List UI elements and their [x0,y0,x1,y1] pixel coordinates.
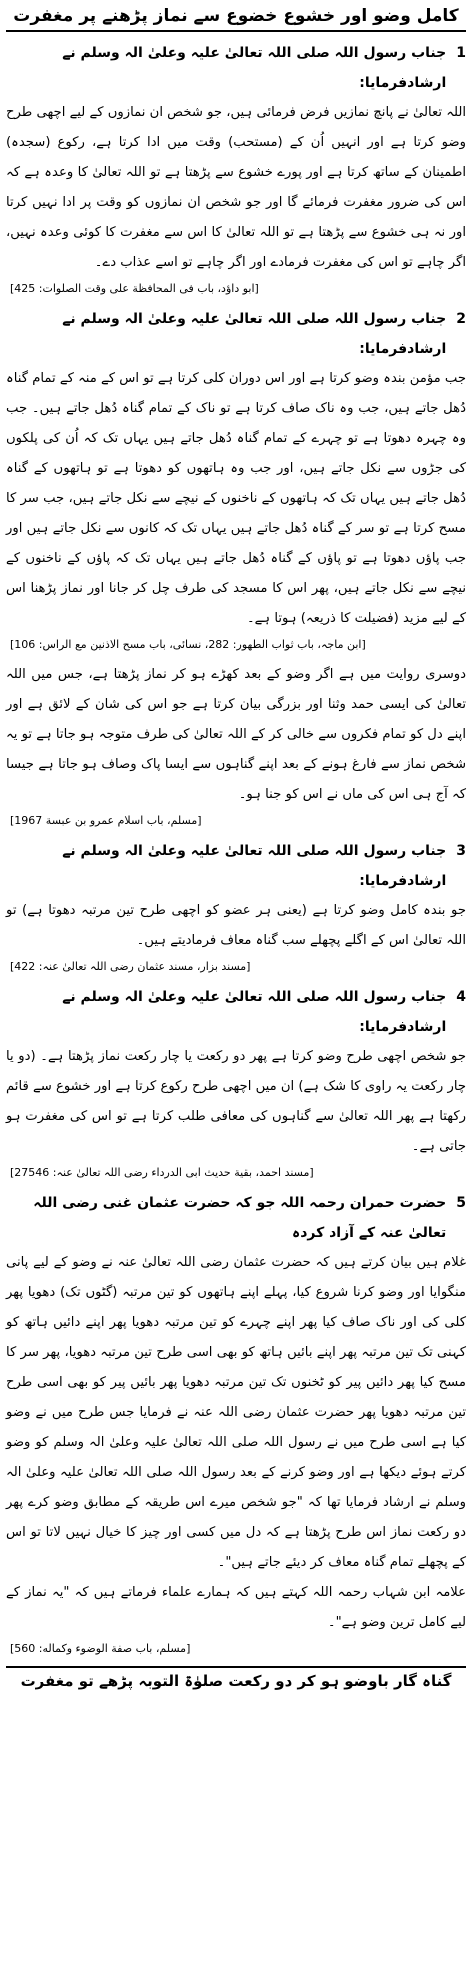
hadith-paragraph: جو بندہ کامل وضو کرتا ہے (یعنی ہر عضو کو اچھی طرح تین مرتبہ دھوتا ہے) تو اللہ تعالیٰ اس کے اگلے پچھلے سب گناہ معاف فرمادیتے ہیں۔ [6,903,466,948]
hadith-heading-text: حضرت حمران رحمہ اللہ جو کہ حضرت عثمان غنی رضی اللہ تعالیٰ عنہ کے آزاد کردہ [33,1195,447,1241]
hadith-reference: [مسند بزار، مسند عثمان رضی اللہ تعالیٰ عنہ: 422] [10,960,251,973]
hadith-number: 1 [456,45,466,61]
hadith-1 [6,38,466,300]
hadith-paragraph: جو شخص اچھی طرح وضو کرتا ہے پھر دو رکعت یا چار رکعت نماز پڑھتا ہے۔ (دو یا چار رکعت یہ راوی کا شک ہے) ان میں اچھی طرح رکوع کرتا ہے اور خشوع سے قائم رکھتا ہے پھر اللہ تعالیٰ سے گناہوں کی معافی طلب کرتا ہے تو اس کی مغفرت ہو جاتی ہے۔ [6,1049,466,1154]
hadith-heading [6,1188,466,1248]
hadith-number: 5 [456,1195,466,1211]
hadith-heading [6,982,466,1042]
hadith-4 [6,982,466,1184]
hadith-heading-text: جناب رسول اللہ صلی اللہ تعالیٰ علیہ وعلیٰ الہ وسلم نے ارشادفرمایا: [62,989,447,1035]
hadith-number: 4 [456,989,466,1005]
hadith-paragraph: علامہ ابن شہاب رحمہ اللہ کہتے ہیں کہ ہمارے علماء فرماتے ہیں کہ "یہ نماز کے لیے کامل ترین وضو ہے"۔ [6,1585,466,1630]
hadith-3 [6,836,466,978]
hadith-heading [6,38,466,98]
hadith-reference: [مسلم، باب اسلام عمرو بن عبسة 1967] [10,814,202,827]
hadith-reference: [مسلم، باب صفة الوضوء وكماله: 560] [10,1642,191,1655]
hadith-reference: [ابن ماجہ، باب ثواب الطهور: 282، نسائی، باب مسح الاذنین مع الراس: 106] [10,638,366,651]
hadith-heading [6,836,466,896]
hadith-paragraph: غلام ہیں بیان کرتے ہیں کہ حضرت عثمان رضی اللہ تعالیٰ عنہ نے وضو کے لیے پانی منگوایا اور وضو کرنا شروع کیا، پہلے اپنے ہاتھوں کو تین مرتبہ (گٹوں تک) دھویا پھر کلی کی اور ناک صاف کیا پھر اپنے چہرے کو تین مرتبہ دھویا پھر اپنے دائیں ہاتھ کو کہنی تک تین مرتبہ پھر اپنے بائیں ہاتھ کو بھی اسی طرح تین مرتبہ دھویا، پھر سر کا مسح کیا پھر دائیں پیر کو ٹخنوں تک تین مرتبہ دھویا پھر بائیں پیر کو بھی اسی طرح تین مرتبہ دھویا پھر حضرت عثمان رضی اللہ عنہ نے فرمایا جس طرح میں نے وضو کیا ہے اسی طرح میں نے رسول اللہ صلی اللہ تعالیٰ علیہ وعلیٰ الہ وسلم کو وضو کرتے ہوئے دیکھا ہے اور وضو کرنے کے بعد رسول اللہ صلی اللہ تعالیٰ علیہ وعلیٰ الہ وسلم نے ارشاد فرمایا تھا کہ "جو شخص میرے اس طریقہ کے مطابق وضو کرے پھر دو رکعت نماز اس طرح پڑھتا ہے کہ دل میں کسی اور چیز کا خیال نہیں لاتا تو اس کے پچھلے تمام گناہ معاف کر دیئے جاتے ہیں"۔ [6,1255,466,1570]
hadith-reference: [ابو داؤد، باب فی المحافظة علی وقت الصلوات: 425] [10,282,259,295]
hadith-heading-text: جناب رسول اللہ صلی اللہ تعالیٰ علیہ وعلیٰ الہ وسلم نے ارشادفرمایا: [62,843,447,889]
next-section-title: گناہ گار باوضو ہو کر دو رکعت صلوٰۃ التوبہ پڑھے تو مغفرت [6,1666,466,1692]
page-title: کامل وضو اور خشوع خضوع سے نماز پڑھنے پر مغفرت [6,4,466,32]
hadith-paragraph: دوسری روایت میں ہے اگر وضو کے بعد کھڑے ہو کر نماز پڑھتا ہے، جس میں اللہ تعالیٰ کی ایسی حمد وثنا اور بزرگی بیان کرتا ہے جو اس کی شان کے لائق ہے اور اپنے دل کو تمام فکروں سے خالی کر کے اللہ تعالیٰ کی طرف متوجہ ہو جاتا ہے تو یہ شخص نماز سے فارغ ہونے کے بعد اپنے گناہوں سے ایسا پاک وصاف ہو جاتا ہے جیسا کہ آج ہی اس کی ماں نے اس کو جنا ہو۔ [6,667,466,802]
hadith-2 [6,304,466,656]
hadith-paragraph: اللہ تعالیٰ نے پانچ نمازیں فرض فرمائی ہیں، جو شخص ان نمازوں کے لیے اچھی طرح وضو کرتا ہے اور انہیں اُن کے (مستحب) وقت میں ادا کرتا ہے، رکوع (سجدہ) اطمینان کے ساتھ کرتا ہے اور پورے خشوع سے پڑھتا ہے تو اللہ تعالیٰ کا وعدہ ہے کہ اس کی ضرور مغفرت فرمائے گا اور جو شخص ان نمازوں کو وقت پر ادا نہیں کرتا اور نہ ہی خشوع سے پڑھتا ہے تو اللہ تعالیٰ کا اس سے مغفرت کا کوئی وعدہ نہیں، اگر چاہے تو اس کی مغفرت فرمادے اور اگر چاہے تو اسے عذاب دے۔ [6,105,466,270]
hadith-heading-text: جناب رسول اللہ صلی اللہ تعالیٰ علیہ وعلیٰ الہ وسلم نے ارشادفرمایا: [62,311,447,357]
hadith-5 [6,1188,466,1660]
hadith-2-alt-narration [6,660,466,832]
hadith-heading [6,304,466,364]
hadith-reference: [مسند احمد، بقیة حدیث ابی الدرداء رضی اللہ تعالیٰ عنہ: 27546] [10,1166,314,1179]
hadith-number: 3 [456,843,466,859]
hadith-paragraph: جب مؤمن بندہ وضو کرتا ہے اور اس دوران کلی کرتا ہے تو اس کے منہ کے تمام گناہ دُھل جاتے ہیں، جب وہ ناک صاف کرتا ہے تو ناک کے تمام گناہ دُھل جاتے ہیں۔ جب وہ چہرہ دھوتا ہے تو چہرے کے تمام گناہ دُھل جاتے ہیں یہاں تک کہ اُن کی پلکوں کی جڑوں سے نکل جاتے ہیں، اور جب وہ ہاتھوں کو دھوتا ہے تو ہاتھوں کے گناہ دُھل جاتے ہیں یہاں تک کہ ہاتھوں کے ناخنوں کے نیچے سے نکل جاتے ہیں، جب سر کا مسح کرتا ہے تو سر کے گناہ دُھل جاتے ہیں یہاں تک کہ کانوں سے نکل جاتے ہیں اور جب پاؤں دھوتا ہے تو پاؤں کے گناہ دُھل جاتے ہیں یہاں تک کہ پاؤں کے ناخنوں کے نیچے سے نکل جاتے ہیں، پھر اس کا مسجد کی طرف چل کر جانا اور نماز پڑھنا اس کے لیے مزید (فضیلت کا ذریعہ) ہوتا ہے۔ [6,371,466,626]
hadith-heading-text: جناب رسول اللہ صلی اللہ تعالیٰ علیہ وعلیٰ الہ وسلم نے ارشادفرمایا: [62,45,447,91]
hadith-number: 2 [456,311,466,327]
